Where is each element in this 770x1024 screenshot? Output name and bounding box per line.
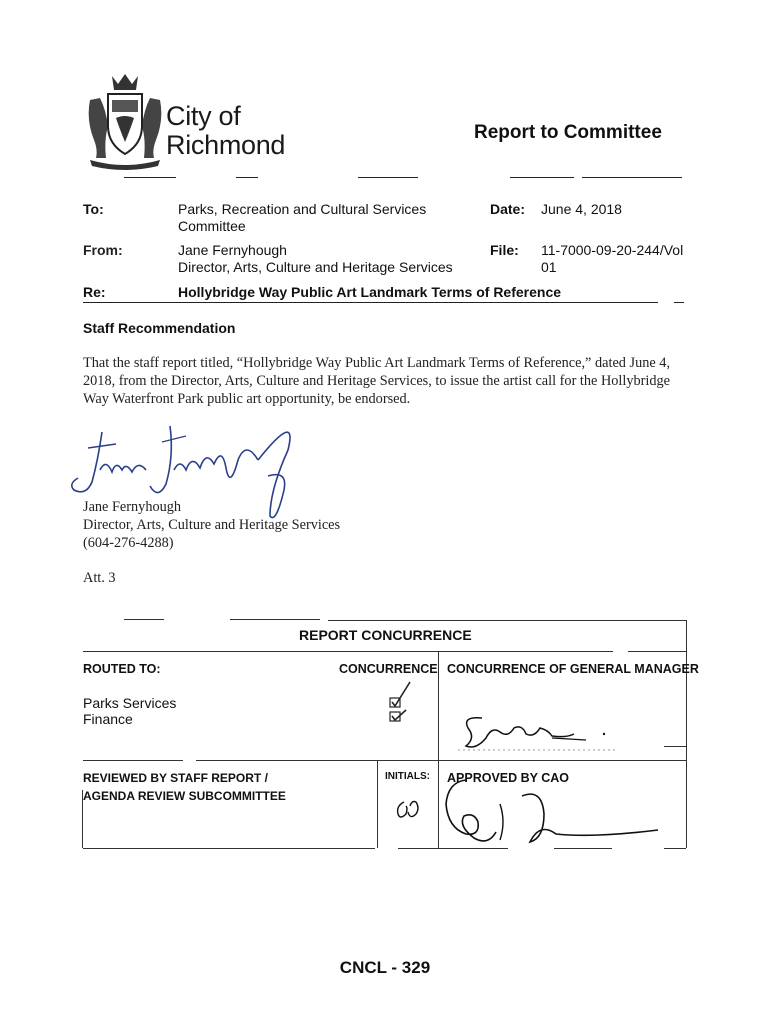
table-rule	[398, 848, 508, 849]
re-rule	[83, 302, 658, 303]
city-name-line1: City of	[166, 101, 241, 131]
from-line2: Director, Arts, Culture and Heritage Services	[178, 259, 453, 275]
initials-label: INITIALS:	[385, 771, 430, 782]
from-line1: Jane Fernyhough	[178, 242, 287, 258]
concurrence-header: CONCURRENCE	[339, 662, 438, 676]
concurrence-checks	[386, 680, 416, 728]
header-rule	[510, 177, 574, 178]
date-value: June 4, 2018	[541, 201, 622, 217]
crest-icon	[84, 70, 166, 170]
table-rule	[328, 620, 686, 621]
signatory-phone: (604-276-4288)	[83, 535, 174, 551]
table-rule	[438, 652, 439, 848]
table-rule	[664, 848, 686, 849]
header-rule	[124, 177, 176, 178]
routed-to-header: ROUTED TO:	[83, 662, 161, 676]
header-rule	[236, 177, 258, 178]
cao-signature	[444, 778, 670, 850]
header-rule	[582, 177, 682, 178]
city-name-line2: Richmond	[166, 130, 286, 160]
to-line1: Parks, Recreation and Cultural Services	[178, 201, 427, 217]
department-parks-services: Parks Services	[83, 695, 177, 711]
file-label: File:	[490, 242, 519, 258]
to-label: To:	[83, 201, 104, 217]
signatory-name: Jane Fernyhough	[83, 499, 182, 515]
re-label: Re:	[83, 284, 106, 300]
table-rule	[554, 848, 612, 849]
gm-concurrence-header: CONCURRENCE OF GENERAL MANAGER	[447, 662, 699, 676]
report-title: Report to Committee	[474, 122, 662, 143]
table-rule	[83, 848, 375, 849]
to-line2: Committee	[178, 218, 246, 234]
re-rule	[674, 302, 684, 303]
city-crest-logo	[84, 70, 166, 170]
table-rule	[628, 651, 686, 652]
table-rule	[83, 651, 613, 652]
file-line2: 01	[541, 259, 557, 275]
gm-signature	[456, 708, 626, 754]
initials-mark	[394, 798, 424, 822]
recommendation-heading: Staff Recommendation	[83, 320, 236, 336]
date-label: Date:	[490, 201, 526, 217]
recommendation-body: That the staff report titled, “Hollybridge Way Public Art Landmark Terms of Reference,” dated June 4, 2018, from the Director, Arts, Culture and Heritage Services, to issue the artist call for the Hollybridge Way Waterfront Park public art opportunity, be endorsed.	[83, 355, 671, 407]
department-finance: Finance	[83, 711, 133, 727]
file-value	[541, 242, 683, 276]
re-value: Hollybridge Way Public Art Landmark Terms of Reference	[178, 284, 562, 300]
page-code-footer: CNCL - 329	[339, 958, 431, 977]
header-rule	[358, 177, 418, 178]
reviewed-by-label-line1: REVIEWED BY STAFF REPORT /	[83, 771, 268, 785]
table-rule	[686, 620, 687, 848]
approved-by-cao-label: APPROVED BY CAO	[447, 771, 570, 785]
to-value	[178, 201, 426, 235]
table-rule	[230, 619, 320, 620]
reviewed-by-label-line2: AGENDA REVIEW SUBCOMMITTEE	[83, 789, 286, 803]
checkmark-icon	[392, 682, 410, 706]
attachments-count: Att. 3	[83, 570, 116, 586]
table-rule	[124, 619, 164, 620]
table-rule	[196, 760, 686, 761]
from-value	[178, 242, 453, 276]
signatory-title: Director, Arts, Culture and Heritage Services	[83, 517, 341, 533]
from-label: From:	[83, 242, 123, 258]
table-rule	[377, 761, 378, 848]
concurrence-title: REPORT CONCURRENCE	[299, 627, 472, 643]
table-rule	[82, 790, 83, 848]
table-rule	[83, 760, 183, 761]
table-rule	[664, 746, 686, 747]
file-line1: 11-7000-09-20-244/Vol	[541, 242, 684, 258]
city-name	[166, 102, 285, 160]
